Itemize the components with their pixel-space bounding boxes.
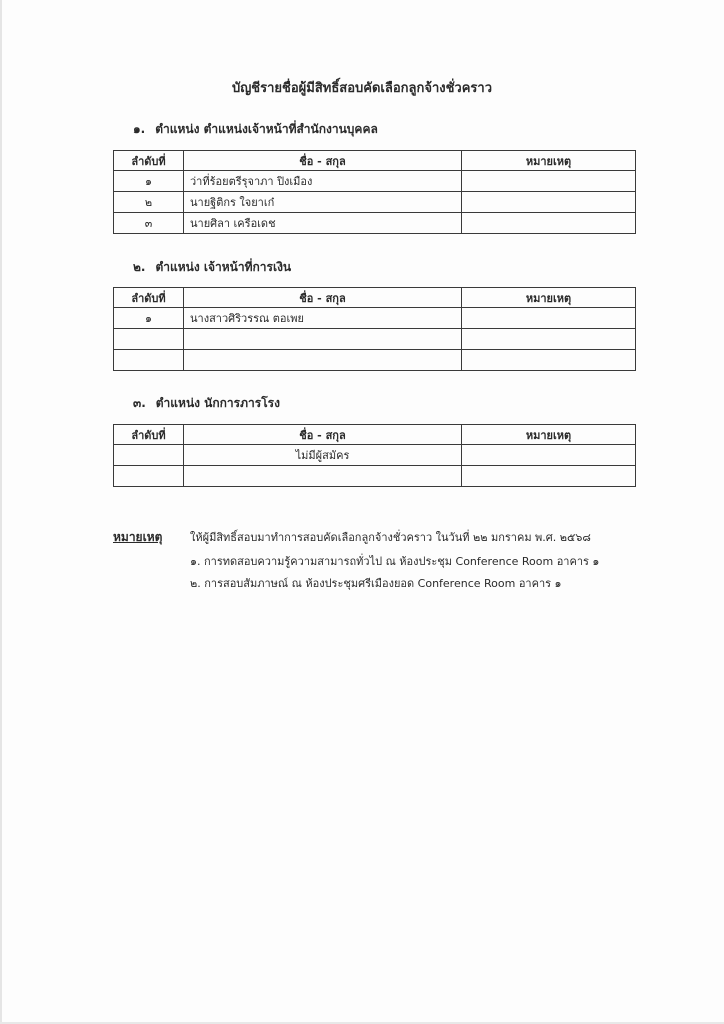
table-row — [114, 171, 636, 192]
col-header-name: ชื่อ - สกุล — [184, 288, 462, 308]
cell-order — [114, 329, 184, 350]
cell-order: ๑ — [114, 308, 184, 329]
note-line-2: ๑. การทดสอบความรู้ความสามารถทั่วไป ณ ห้องประชุม Conference Room อาคาร ๑ — [190, 555, 600, 568]
col-header-order: ลำดับที่ — [114, 288, 184, 308]
note-label: หมายเหตุ — [113, 530, 163, 544]
section-3-number: ๓. — [133, 396, 146, 410]
cell-name: นายฐิติกร ใจยาเก๋ — [184, 192, 462, 213]
cell-name — [184, 350, 462, 371]
table-row — [114, 350, 636, 371]
section-3-heading — [133, 394, 280, 413]
cell-name: ไม่มีผู้สมัคร — [184, 445, 462, 466]
col-header-name: ชื่อ - สกุล — [184, 425, 462, 445]
section-2-heading — [133, 258, 291, 277]
note-line-1: ให้ผู้มีสิทธิ์สอบมาทำการสอบคัดเลือกลูกจ้างชั่วคราว ในวันที่ ๒๒ มกราคม พ.ศ. ๒๕๖๘ — [190, 531, 591, 544]
cell-remark — [462, 192, 636, 213]
col-header-remark: หมายเหตุ — [462, 288, 636, 308]
col-header-name: ชื่อ - สกุล — [184, 151, 462, 171]
cell-name — [184, 329, 462, 350]
cell-order: ๑ — [114, 171, 184, 192]
section-1-number: ๑. — [133, 122, 146, 136]
col-header-remark: หมายเหตุ — [462, 425, 636, 445]
table-row — [114, 329, 636, 350]
cell-name — [184, 466, 462, 487]
section-2-table — [113, 287, 636, 371]
cell-order: ๒ — [114, 192, 184, 213]
table-row — [114, 445, 636, 466]
col-header-order: ลำดับที่ — [114, 151, 184, 171]
section-2-title: ตำแหน่ง เจ้าหน้าที่การเงิน — [155, 260, 292, 274]
table-row — [114, 308, 636, 329]
cell-name: นายศิลา เครือเดช — [184, 213, 462, 234]
scan-edge — [0, 0, 2, 1024]
cell-remark — [462, 213, 636, 234]
section-1-title: ตำแหน่ง ตำแหน่งเจ้าหน้าที่สำนักงานบุคคล — [155, 122, 378, 136]
cell-remark — [462, 329, 636, 350]
table-header-row — [114, 151, 636, 171]
table-header-row — [114, 288, 636, 308]
cell-name: นางสาวศิริวรรณ ตอเพย — [184, 308, 462, 329]
cell-order — [114, 350, 184, 371]
table-header-row — [114, 425, 636, 445]
cell-order — [114, 466, 184, 487]
table-row — [114, 466, 636, 487]
cell-remark — [462, 308, 636, 329]
section-3-title: ตำแหน่ง นักการภารโรง — [155, 396, 280, 410]
document-title: บัญชีรายชื่อผู้มีสิทธิ์สอบคัดเลือกลูกจ้างชั่วคราว — [231, 81, 493, 96]
col-header-remark: หมายเหตุ — [462, 151, 636, 171]
table-row — [114, 192, 636, 213]
section-1-heading — [133, 120, 378, 139]
cell-order: ๓ — [114, 213, 184, 234]
cell-remark — [462, 350, 636, 371]
section-2-number: ๒. — [133, 260, 146, 274]
note-line-3: ๒. การสอบสัมภาษณ์ ณ ห้องประชุมศรีเมืองยอด Conference Room อาคาร ๑ — [190, 577, 562, 590]
section-1-table — [113, 150, 636, 234]
section-3-table — [113, 424, 636, 487]
col-header-order: ลำดับที่ — [114, 425, 184, 445]
cell-remark — [462, 445, 636, 466]
cell-remark — [462, 171, 636, 192]
cell-order — [114, 445, 184, 466]
cell-remark — [462, 466, 636, 487]
cell-name: ว่าที่ร้อยตรีรุจาภา ปิงเมือง — [184, 171, 462, 192]
table-row — [114, 213, 636, 234]
